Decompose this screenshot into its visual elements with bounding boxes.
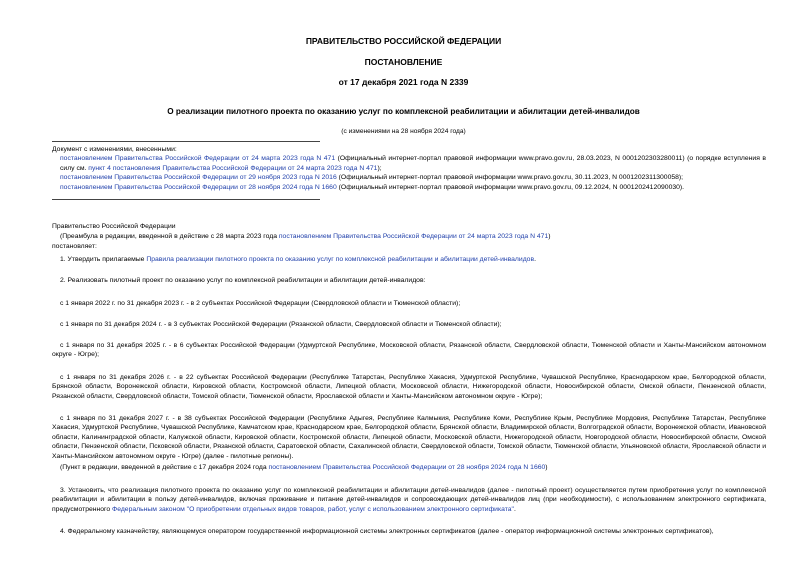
paragraph-3-end: . (513, 505, 516, 513)
federal-law-link[interactable]: Федеральным законом "О приобретении отдельных видов товаров, работ, услуг с использованием электронного сертификата" (112, 505, 514, 513)
divider-bottom (52, 199, 320, 200)
change-2-text: (Официальный интернет-портал правовой информации www.pravo.gov.ru, 30.11.2023, N 0001202311300058); (336, 174, 684, 182)
divider-top (52, 141, 320, 142)
paragraph-2-note-link[interactable]: постановлением Правительства Российской Федерации от 28 ноября 2024 года N 1660 (268, 464, 546, 471)
preamble-link[interactable]: постановлением Правительства Российской Федерации от 24 марта 2023 года N 471 (278, 233, 549, 240)
paragraph-2e: с 1 января по 31 декабря 2027 г. - в 38 субъектах Российской Федерации (Республике Адыгея, Республике Калмыкия, Республике Коми, Республике Крым, Республике Мордовия, Республике Татарстан, Республике Хакасия, Удмуртской Республике, Чувашской Республике, Камчатском крае, Краснодарском крае, Белгородской области, Брянской области, Владимирской области, Волгоградской области, Воронежской области, Ивановской области, Калининградской области, Калужской области, Кировской области, Костромской области, Липецкой области, Московской области, Нижегородской области, Новгородской области, Новосибирской области, Омской области, Пензенской области, Псковской области, Рязанской области, Саратовской области, Сахалинской области, Свердловской области, Томской области, Тюменской области, Ульяновской области, Ярославской области и Ханты-Мансийском автономном округе - Югре) (далее - пилотные регионы). (52, 415, 767, 460)
paragraph-3 (52, 486, 766, 514)
preamble-text: (Преамбула в редакции, введенной в действие с 28 марта 2023 года (60, 233, 279, 240)
change-item-1 (52, 154, 766, 173)
change-1-link-2[interactable]: пункт 4 постановления Правительства Российской Федерации от 24 марта 2023 года N 471 (88, 164, 378, 172)
change-item-2 (52, 173, 766, 182)
paragraph-3-text: 3. Установить, что реализация пилотного проекта по оказанию услуг по комплексной реабилитации и абилитации детей-инвалидов (далее - пилотный проект) осуществляется путем приобретения услуг по комплексной реабилитации и абилитации в пользу детей-инвалидов, включая проживание и питание детей-инвалидов и сопровождающих детей-инвалидов лиц (при необходимости), с использованием электронного сертификата, предусмотренного (52, 487, 766, 513)
change-3-text: (Официальный интернет-портал правовой информации www.pravo.gov.ru, 09.12.2024, N 0001202412090030). (336, 183, 685, 191)
paragraph-1-end: . (534, 256, 536, 263)
paragraph-2: 2. Реализовать пилотный проект по оказанию услуг по комплексной реабилитации и абилитации детей-инвалидов: (60, 277, 426, 284)
changes-block (52, 145, 766, 192)
change-1-link[interactable]: постановлением Правительства Российской Федерации от 24 марта 2023 года N 471 (60, 155, 336, 163)
change-1-end: ); (377, 164, 382, 172)
document-type: ПОСТАНОВЛЕНИЕ (364, 57, 443, 67)
paragraph-2-note-end: ) (545, 464, 548, 471)
change-3-link[interactable]: постановлением Правительства Российской Федерации от 28 ноября 2024 года N 1660 (60, 183, 337, 191)
document-org: ПРАВИТЕЛЬСТВО РОССИЙСКОЙ ФЕДЕРАЦИИ (305, 36, 502, 46)
paragraph-2-note (52, 463, 766, 472)
preamble-note (52, 232, 766, 241)
paragraph-4: 4. Федеральному казначейству, являющемуся оператором государственной информационной системы электронных сертификатов (далее - оператор информационной системы электронных сертификатов), (60, 528, 714, 535)
paragraph-2c: с 1 января по 31 декабря 2025 г. - в 6 субъектах Российской Федерации (Удмуртской Республике, Московской области, Рязанской области, Свердловской области, Тюменской области и Ханты-Мансийском автономном округе - Югре); (52, 342, 766, 359)
paragraph-2a: с 1 января 2022 г. по 31 декабря 2023 г. - в 2 субъектах Российской Федерации (Свердловской области и Тюменской области); (60, 300, 461, 307)
edition-note: (с изменениями на 28 ноября 2024 года) (341, 128, 466, 135)
change-1-text: (Официальный интернет-портал правовой информации www.pravo.gov.ru, 28.03.2023, N 0001202303280011) (о порядке вступления в силу см. (60, 155, 766, 172)
rules-link[interactable]: Правила реализации пилотного проекта по оказанию услуг по комплексной реабилитации и абилитации детей-инвалидов (146, 256, 535, 263)
changes-intro: Документ с изменениями, внесенными: (52, 146, 177, 153)
paragraph-1-text: 1. Утвердить прилагаемые (60, 256, 147, 263)
paragraph-2d: с 1 января по 31 декабря 2026 г. - в 22 субъектах Российской Федерации (Республике Татарстан, Республике Хакасия, Удмуртской Республике, Чувашской Республике, Краснодарском крае, Белгородской области, Брянской области, Воронежской области, Кировской области, Костромской области, Липецкой области, Московской области, Нижегородской области, Новосибирской области, Омской области, Пензенской области, Рязанской области, Свердловской области, Томской области, Тюменской области, Ярославской области и Ханты-Мансийском автономном округе - Югре); (52, 374, 766, 400)
change-2-link[interactable]: постановлением Правительства Российской Федерации от 29 ноября 2023 года N 2016 (60, 174, 337, 182)
government-label: Правительство Российской Федерации (52, 223, 176, 230)
paragraph-2-note-text: (Пункт в редакции, введенной в действие с 17 декабря 2024 года (60, 464, 269, 471)
document-title: О реализации пилотного проекта по оказанию услуг по комплексной реабилитации и абилитации детей-инвалидов (167, 107, 640, 116)
paragraph-2b: с 1 января по 31 декабря 2024 г. - в 3 субъектах Российской Федерации (Рязанской области, Свердловской области и Тюменской области); (60, 321, 502, 328)
decrees-label: постановляет: (52, 243, 97, 250)
document-date-number: от 17 декабря 2021 года N 2339 (338, 77, 469, 87)
paragraph-1 (52, 255, 766, 264)
change-item-3 (52, 183, 766, 192)
preamble-end: ) (548, 233, 551, 240)
